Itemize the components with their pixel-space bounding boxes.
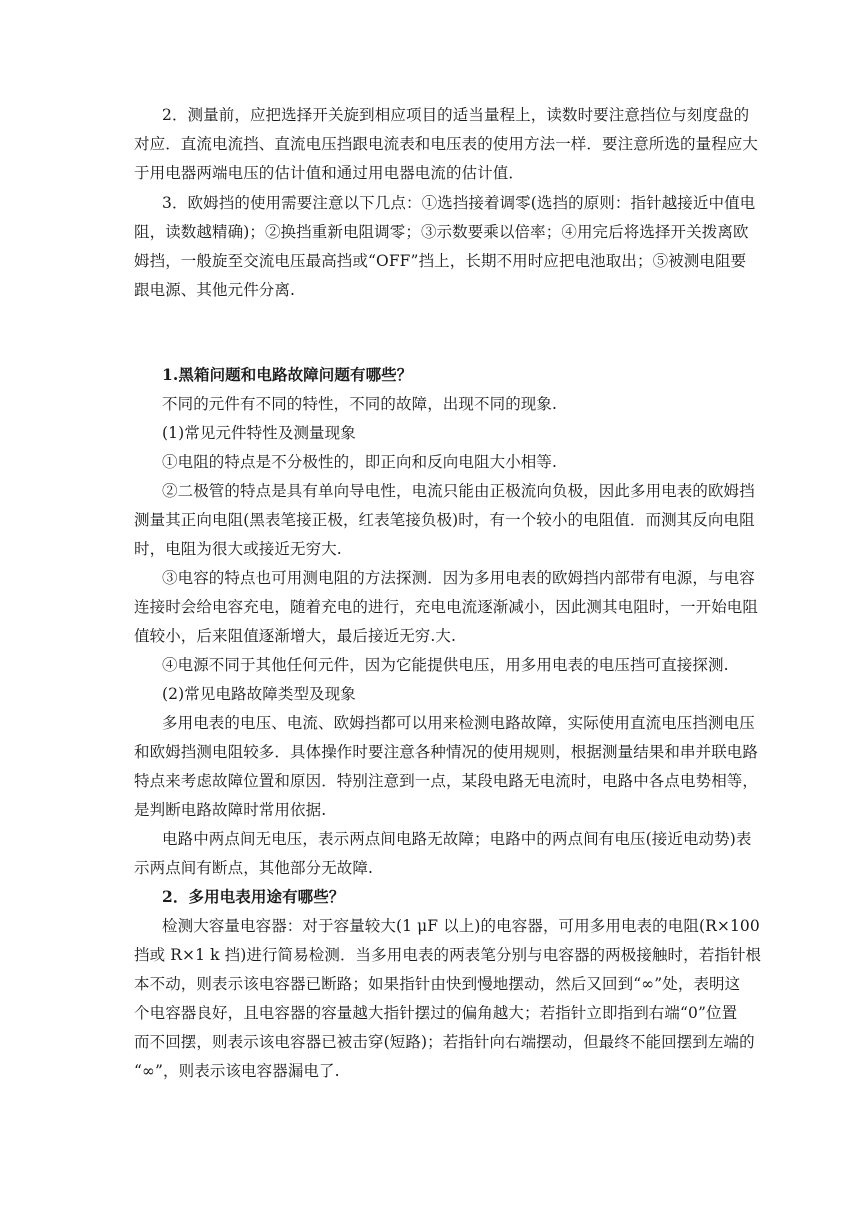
question-1-title: 1.黑箱问题和电路故障问题有哪些？ bbox=[162, 365, 413, 384]
item-2-line-3: 时，电阻为很大或接近无穷大. bbox=[134, 540, 342, 558]
voltage-paragraph-line-1: 电路中两点间无电压，表示两点间电路无故障；电路中的两点间有电压(接近电动势)表 bbox=[162, 830, 752, 848]
voltage-paragraph-line-2: 示两点间有断点，其他部分无故障. bbox=[134, 859, 374, 877]
paragraph-2-line-3: 于用电器两端电压的估计值和通过用电器电流的估计值． bbox=[134, 164, 525, 182]
subheading-2: (2)常见电路故障类型及现象 bbox=[162, 685, 356, 703]
paragraph-3-line-3: 姆挡，一般旋至交流电压最高挡或“OFF”挡上，长期不用时应把电池取出；⑤被测电阻要 bbox=[134, 252, 747, 270]
paragraph-2-line-1: 2．测量前，应把选择开关旋到相应项目的适当量程上，读数时要注意挡位与刻度盘的 bbox=[162, 106, 750, 124]
paragraph-2-line-2: 对应．直流电流挡、直流电压挡跟电流表和电压表的使用方法一样．要注意所选的量程应大 bbox=[134, 135, 759, 153]
paragraph-3-line-4: 跟电源、其他元件分离. bbox=[134, 281, 296, 299]
paragraph-3-line-2: 阻，读数越精确)；②换挡重新电阻调零；③示数要乘以倍率；④用完后将选择开关拨离欧 bbox=[134, 223, 749, 241]
capacitor-paragraph-line-3: 本不动，则表示该电容器已断路；如果指针由快到慢地摆动，然后又回到“∞”处，表明这 bbox=[134, 975, 741, 993]
fault-paragraph-line-2: 和欧姆挡测电阻较多．具体操作时要注意各种情况的使用规则，根据测量结果和串并联电路 bbox=[134, 743, 759, 761]
item-4: ④电源不同于其他任何元件，因为它能提供电压，用多用电表的电压挡可直接探测. bbox=[162, 656, 729, 674]
fault-paragraph-line-4: 是判断电路故障时常用依据. bbox=[134, 801, 327, 819]
item-1: ①电阻的特点是不分极性的，即正向和反向电阻大小相等. bbox=[162, 453, 558, 471]
item-3-line-3: 值较小，后来阻值逐渐增大，最后接近无穷.大. bbox=[134, 627, 457, 645]
capacitor-paragraph-line-1: 检测大容量电容器：对于容量较大(1 μF 以上)的电容器，可用多用电表的电阻(R×100 bbox=[162, 917, 760, 935]
fault-paragraph-line-3: 特点来考虑故障位置和原因．特别注意到一点，某段电路无电流时，电路中各点电势相等， bbox=[134, 772, 759, 790]
item-3-line-2: 连接时会给电容充电，随着充电的进行，充电电流逐渐减小，因此测其电阻时，一开始电阻 bbox=[134, 598, 759, 616]
subheading-1: (1)常见元件特性及测量现象 bbox=[162, 424, 356, 442]
intro-line: 不同的元件有不同的特性，不同的故障，出现不同的现象. bbox=[162, 395, 558, 413]
capacitor-paragraph-line-4: 个电容器良好，且电容器的容量越大指针摆过的偏角越大；若指针立即指到右端“0”位置 bbox=[134, 1004, 738, 1022]
fault-paragraph-line-1: 多用电表的电压、电流、欧姆挡都可以用来检测电路故障，实际使用直流电压挡测电压 bbox=[162, 714, 755, 732]
item-2-line-2: 测量其正向电阻(黑表笔接正极，红表笔接负极)时，有一个较小的电阻值．而测其反向电阻 bbox=[134, 511, 755, 529]
item-2-line-1: ②二极管的特点是具有单向导电性，电流只能由正极流向负极，因此多用电表的欧姆挡 bbox=[162, 482, 755, 500]
capacitor-paragraph-line-5: 而不回摆，则表示该电容器已被击穿(短路)；若指针向右端摆动，但最终不能回摆到左端的 bbox=[134, 1033, 755, 1051]
capacitor-paragraph-line-6: “∞”，则表示该电容器漏电了. bbox=[134, 1062, 340, 1080]
question-2-title: 2．多用电表用途有哪些？ bbox=[162, 887, 345, 906]
capacitor-paragraph-line-2: 挡或 R×1 k 挡)进行简易检测．当多用电表的两表笔分别与电容器的两极接触时，若指针根 bbox=[134, 946, 762, 964]
paragraph-3-line-1: 3．欧姆挡的使用需要注意以下几点：①选挡接着调零(选挡的原则：指针越接近中值电 bbox=[162, 194, 756, 212]
item-3-line-1: ③电容的特点也可用测电阻的方法探测．因为多用电表的欧姆挡内部带有电源，与电容 bbox=[162, 569, 755, 587]
